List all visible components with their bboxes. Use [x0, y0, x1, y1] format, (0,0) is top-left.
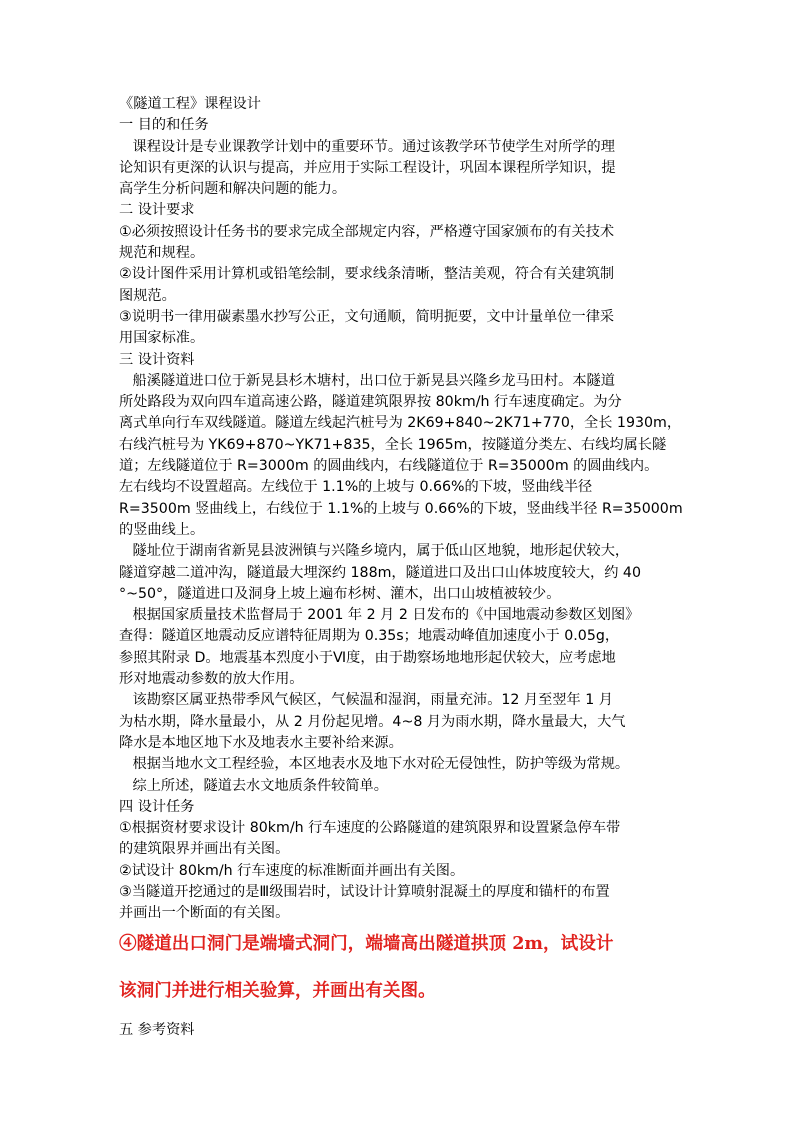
- paragraph-line: ②设计图件采用计算机或铅笔绘制，要求线条清晰，整洁美观，符合有关建筑制: [119, 266, 615, 283]
- paragraph-line: ②试设计 80km/h 行车速度的标准断面并画出有关图。: [119, 862, 465, 879]
- highlighted-task-line: ④隧道出口洞门是端墙式洞门，端墙高出隧道拱顶 2m，试设计: [119, 932, 614, 954]
- paragraph-line: 查得：隧道区地震动反应谱特征周期为 0.35s；地震动峰值加速度小于 0.05g，: [119, 628, 620, 645]
- paragraph-line: 论知识有更深的认识与提高，并应用于实际工程设计，巩固本课程所学知识，提: [119, 159, 616, 176]
- paragraph-line: 为枯水期，降水量最小，从 2 月份起见增。4~8 月为雨水期，降水量最大，大气: [119, 713, 626, 730]
- section-heading: 五 参考资料: [119, 1021, 195, 1038]
- paragraph-line: 根据当地水文工程经验，本区地表水及地下水对砼无侵蚀性，防护等级为常规。: [119, 756, 630, 773]
- paragraph-line: 形对地震动参数的放大作用。: [119, 671, 304, 688]
- paragraph-line: ①必须按照设计任务书的要求完成全部规定内容，严格遵守国家颁布的有关技术: [119, 223, 615, 240]
- document-title: 《隧道工程》课程设计: [119, 96, 261, 112]
- paragraph-line: 右线汽桩号为 YK69+870~YK71+835，全长 1965m，按隧道分类左、右线均属长隧: [119, 436, 667, 453]
- paragraph-line: 参照其附录 D。地震基本烈度小于Ⅵ度，由于勘察场地地形起伏较大，应考虑地: [119, 649, 616, 666]
- paragraph-line: ③说明书一律用碳素墨水抄写公正，文句通顺，简明扼要，文中计量单位一律采: [119, 308, 615, 325]
- paragraph-line: 并画出一个断面的有关图。: [119, 905, 290, 922]
- paragraph-line: 隧址位于湖南省新晃县波洲镇与兴隆乡境内，属于低山区地貌，地形起伏较大，: [119, 543, 630, 560]
- highlighted-task-line: 该洞门并进行相关验算，并画出有关图。: [119, 979, 436, 1001]
- document-body: [119, 94, 683, 1041]
- paragraph-line: 图规范。: [119, 287, 176, 304]
- paragraph-line: 高学生分析问题和解决问题的能力。: [119, 181, 347, 198]
- paragraph-line: ③当隧道开挖通过的是Ⅲ级围岩时，试设计计算喷射混凝土的厚度和锚杆的布置: [119, 883, 610, 900]
- paragraph-line: 综上所述，隧道去水文地质条件较简单。: [119, 777, 388, 794]
- section-heading: 一 目的和任务: [119, 117, 209, 134]
- paragraph-line: 的建筑限界并画出有关图。: [119, 841, 290, 858]
- paragraph-line: 根据国家质量技术监督局于 2001 年 2 月 2 日发布的《中国地震动参数区划图》: [119, 607, 640, 624]
- paragraph-line: 规范和规程。: [119, 245, 205, 262]
- paragraph-line: R=3500m 竖曲线上，右线位于 1.1%的上坡与 0.66%的下坡，竖曲线半径 R=35000m: [119, 500, 683, 517]
- paragraph-line: 该勘察区属亚热带季风气候区，气候温和湿润，雨量充沛。12 月至翌年 1 月: [119, 692, 613, 709]
- paragraph-line: 降水是本地区地下水及地表水主要补给来源。: [119, 734, 403, 751]
- paragraph-line: 船溪隧道进口位于新晃县杉木塘村，出口位于新晃县兴隆乡龙马田村。本隧道: [119, 372, 615, 389]
- paragraph-line: 隧道穿越二道冲沟，隧道最大埋深约 188m，隧道进口及出口山体坡度较大，约 40: [119, 564, 641, 581]
- section-heading: 四 设计任务: [119, 798, 195, 815]
- section-heading: 三 设计资料: [119, 351, 195, 368]
- paragraph-line: 课程设计是专业课教学计划中的重要环节。通过该教学环节使学生对所学的理: [119, 138, 615, 155]
- section-heading: 二 设计要求: [119, 202, 195, 219]
- paragraph-line: ①根据资材要求设计 80km/h 行车速度的公路隧道的建筑限界和设置紧急停车带: [119, 820, 621, 837]
- paragraph-line: 所处路段为双向四车道高速公路，隧道建筑限界按 80km/h 行车速度确定。为分: [119, 394, 622, 411]
- paragraph-line: 道；左线隧道位于 R=3000m 的圆曲线内，右线隧道位于 R=35000m 的圆曲线内。: [119, 458, 659, 475]
- paragraph-line: 左右线均不设置超高。左线位于 1.1%的上坡与 0.66%的下坡，竖曲线半径: [119, 479, 593, 496]
- paragraph-line: 离式单向行车双线隧道。隧道左线起汽桩号为 2K69+840~2K71+770，全长 1930m，: [119, 415, 682, 432]
- paragraph-line: 的竖曲线上。: [119, 521, 205, 538]
- paragraph-line: 用国家标准。: [119, 330, 205, 347]
- paragraph-line: °~50°，隧道进口及洞身上坡上遍布杉树、灌木，出口山坡植被较少。: [119, 585, 561, 602]
